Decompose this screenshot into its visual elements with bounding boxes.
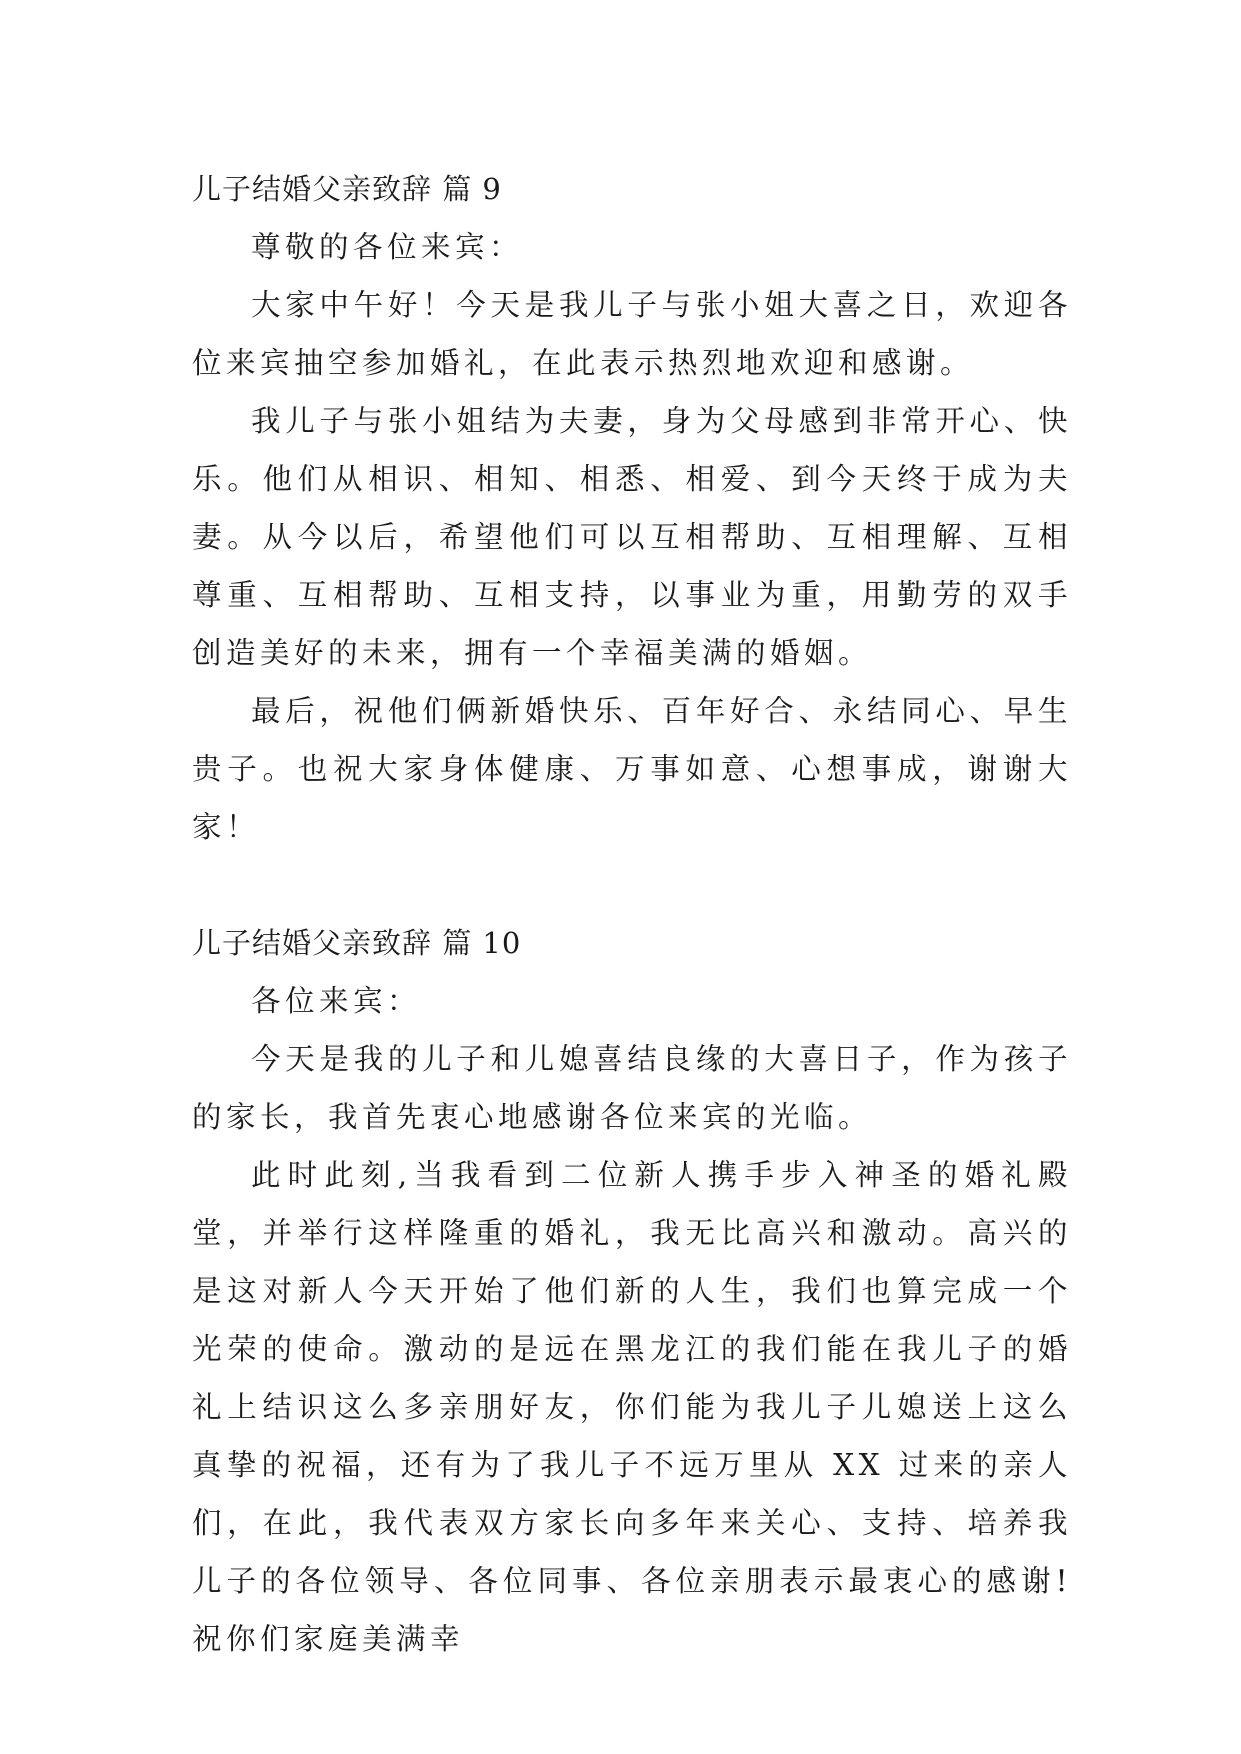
paragraph: 此时此刻,当我看到二位新人携手步入神圣的婚礼殿堂，并举行这样隆重的婚礼，我无比高兴和激动。高兴的是这对新人今天开始了他们新的人生，我们也算完成一个光荣的使命。激动的是远在黑龙江的我们能在我儿子的婚礼上结识这么多亲朋好友，你们能为我儿子儿媳送上这么真挚的祝福，还有为了我儿子不远万里从 XX 过来的亲人们，在此，我代表双方家长向多年来关心、支持、培养我儿子的各位领导、各位同事、各位亲朋表示最衷心的感谢!祝你们家庭美满幸 bbox=[192, 1158, 1072, 1656]
section-10 bbox=[192, 914, 1072, 1668]
section-9 bbox=[192, 160, 1072, 856]
document-page bbox=[192, 160, 1072, 1668]
section-title: 儿子结婚父亲致辞 篇 9 bbox=[192, 172, 502, 206]
paragraph: 最后，祝他们俩新婚快乐、百年好合、永结同心、早生贵子。也祝大家身体健康、万事如意、心想事成，谢谢大家！ bbox=[192, 694, 1072, 844]
section-title: 儿子结婚父亲致辞 篇 10 bbox=[192, 926, 522, 960]
paragraph: 我儿子与张小姐结为夫妻，身为父母感到非常开心、快乐。他们从相识、相知、相悉、相爱、到今天终于成为夫妻。从今以后，希望他们可以互相帮助、互相理解、互相尊重、互相帮助、互相支持，以事业为重，用勤劳的双手创造美好的未来，拥有一个幸福美满的婚姻。 bbox=[192, 404, 1072, 670]
section-spacer bbox=[192, 856, 1072, 914]
paragraph: 大家中午好！今天是我儿子与张小姐大喜之日，欢迎各位来宾抽空参加婚礼，在此表示热烈地欢迎和感谢。 bbox=[192, 288, 1072, 380]
salutation: 各位来宾： bbox=[251, 984, 422, 1018]
paragraph: 今天是我的儿子和儿媳喜结良缘的大喜日子，作为孩子的家长，我首先衷心地感谢各位来宾的光临。 bbox=[192, 1042, 1072, 1134]
salutation: 尊敬的各位来宾： bbox=[251, 230, 524, 264]
